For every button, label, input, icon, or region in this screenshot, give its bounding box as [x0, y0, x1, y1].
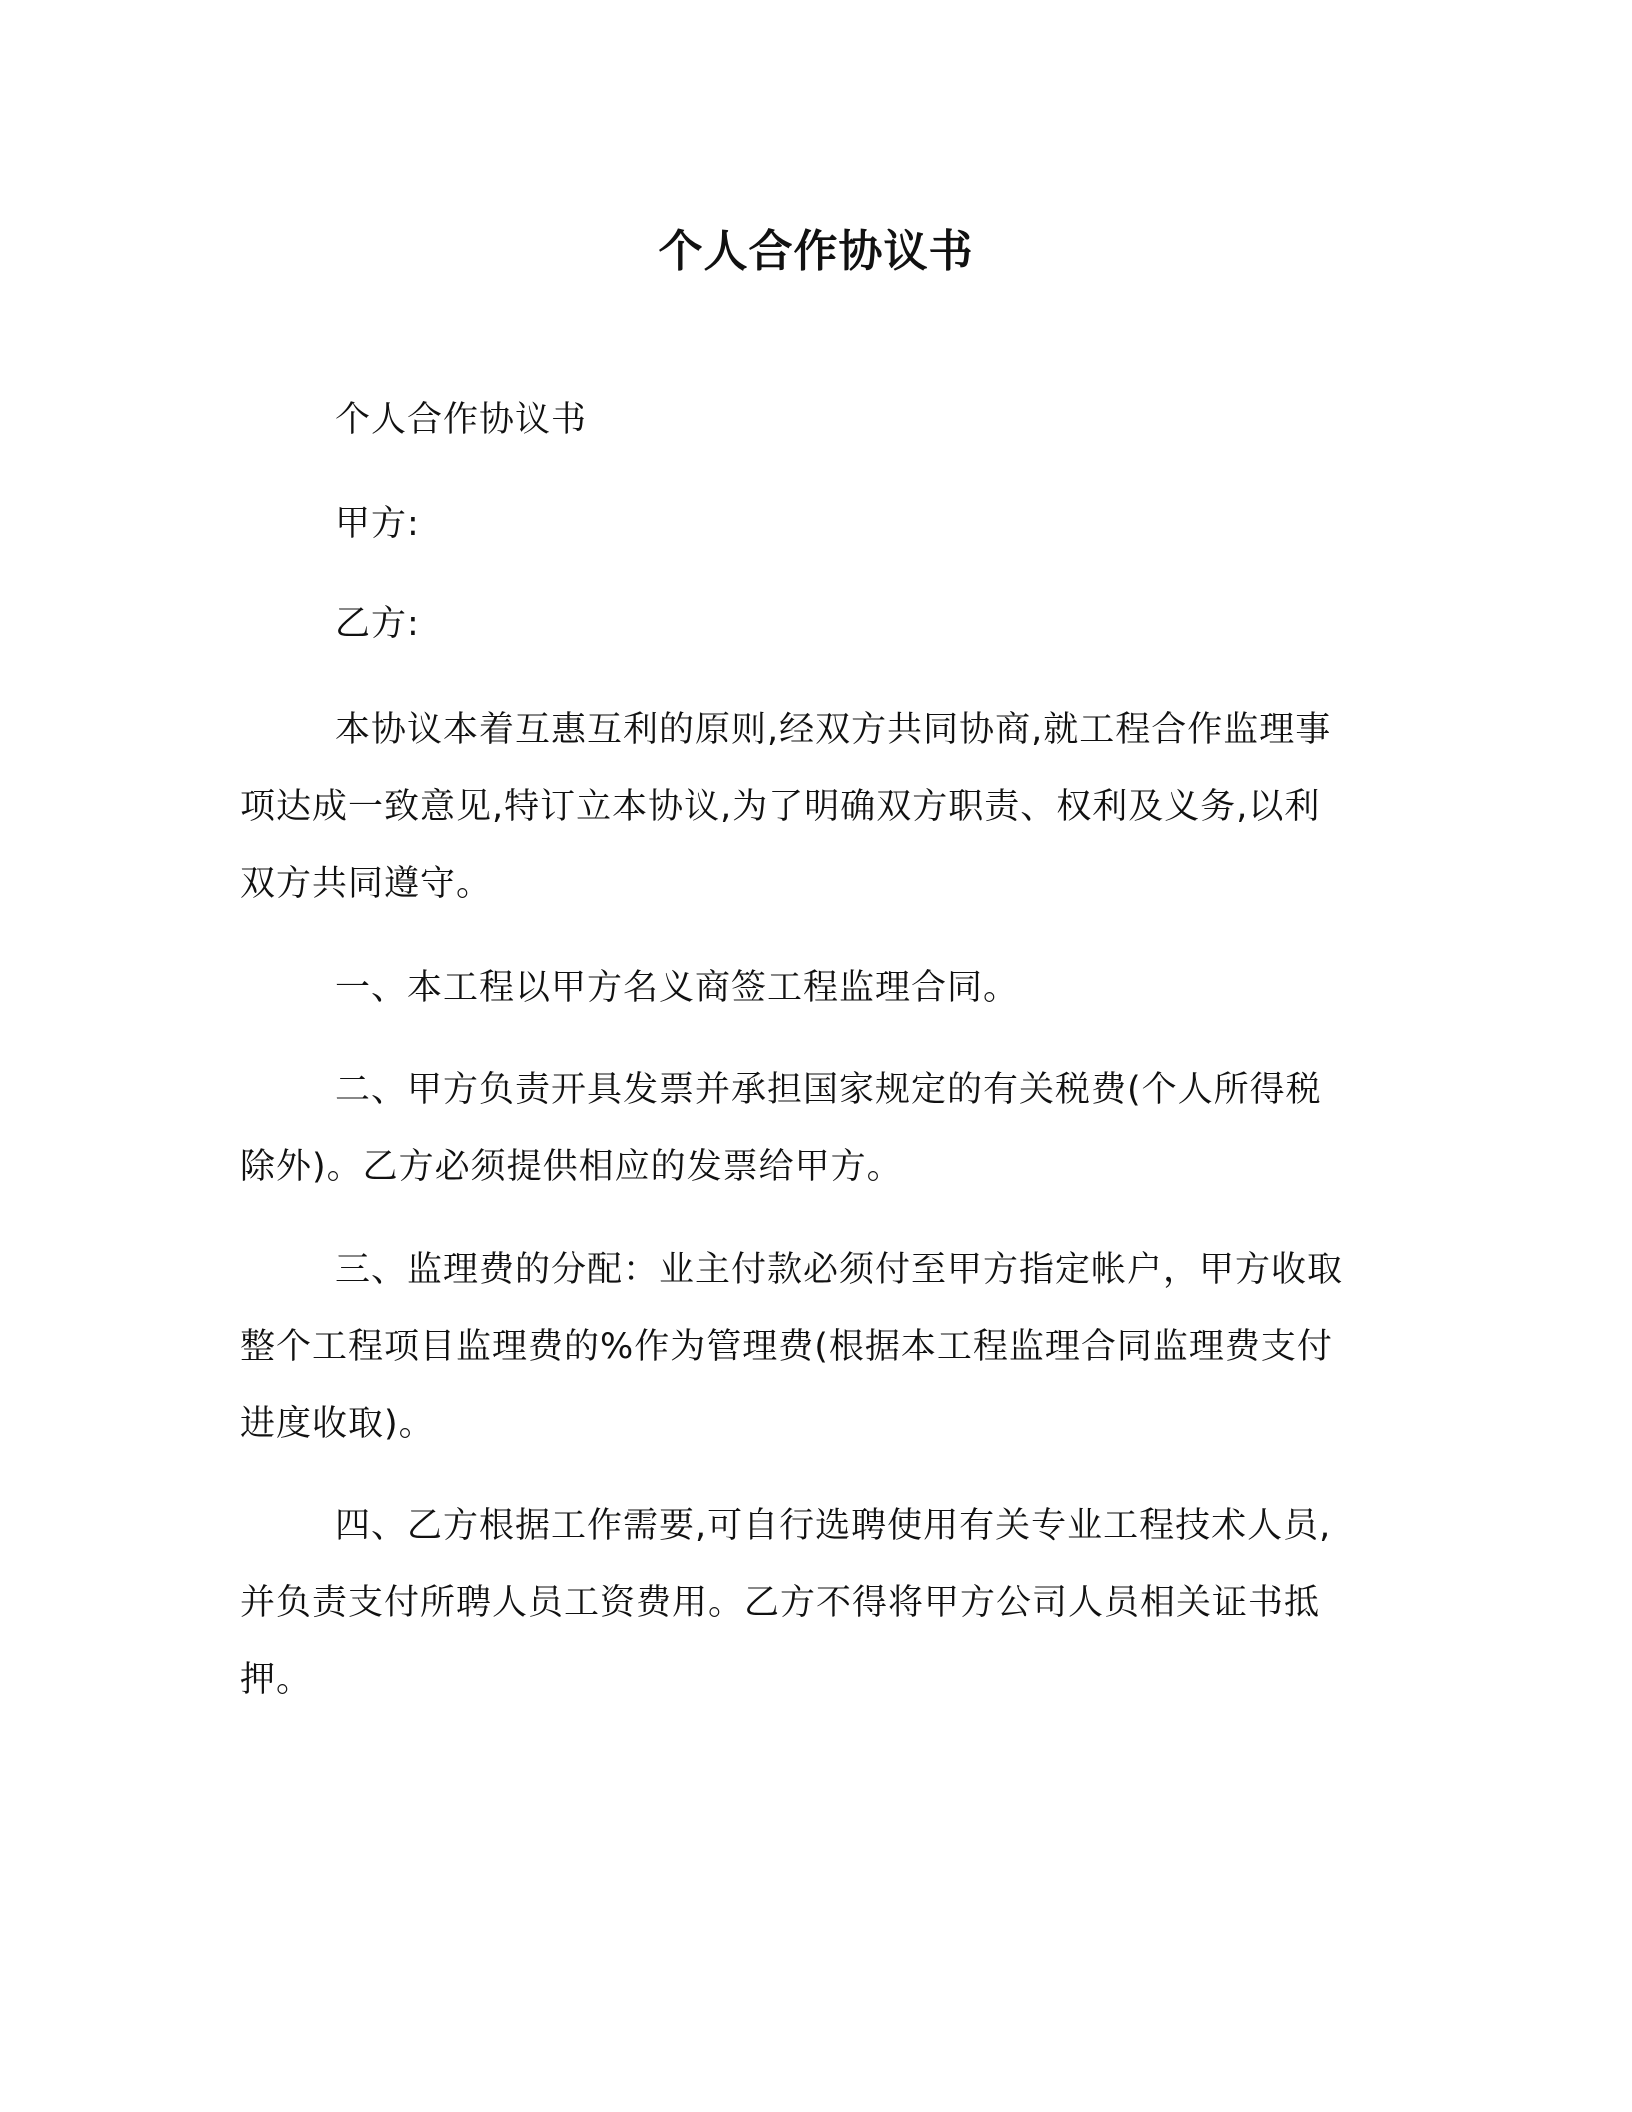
clause-4-paragraph [240, 1488, 1390, 1719]
party-b-line [240, 586, 1390, 663]
preamble-line: 项达成一致意见,特订立本协议,为了明确双方职责、权利及义务,以利 [240, 787, 1321, 827]
subtitle [240, 382, 1390, 459]
clause-2-line: 除外)。乙方必须提供相应的发票给甲方。 [240, 1147, 903, 1187]
clause-4-line: 押。 [240, 1660, 313, 1700]
party-a-label: 甲方: [335, 504, 420, 544]
preamble-line: 双方共同遵守。 [240, 864, 493, 904]
clause-1-paragraph [240, 950, 1390, 1027]
preamble-paragraph [240, 692, 1390, 923]
clause-3-line: 三、监理费的分配：业主付款必须付至甲方指定帐户，甲方收取 [335, 1250, 1344, 1290]
subtitle-text: 个人合作协议书 [335, 400, 588, 440]
party-a-line [240, 486, 1390, 563]
clause-3-paragraph [240, 1232, 1390, 1463]
clause-4-line: 四、乙方根据工作需要,可自行选聘使用有关专业工程技术人员, [335, 1506, 1332, 1546]
party-b-label: 乙方: [335, 604, 420, 644]
preamble-line: 本协议本着互惠互利的原则,经双方共同协商,就工程合作监理事 [335, 710, 1332, 750]
clause-2-paragraph [240, 1052, 1390, 1206]
clause-3-line: 整个工程项目监理费的%作为管理费(根据本工程监理合同监理费支付 [240, 1327, 1333, 1367]
document-title: 个人合作协议书 [658, 226, 974, 277]
clause-2-line: 二、甲方负责开具发票并承担国家规定的有关税费(个人所得税 [335, 1070, 1322, 1110]
clause-3-line: 进度收取)。 [240, 1404, 435, 1444]
clause-1-line: 一、本工程以甲方名义商签工程监理合同。 [335, 968, 1020, 1008]
clause-4-line: 并负责支付所聘人员工资费用。乙方不得将甲方公司人员相关证书抵 [240, 1583, 1321, 1623]
